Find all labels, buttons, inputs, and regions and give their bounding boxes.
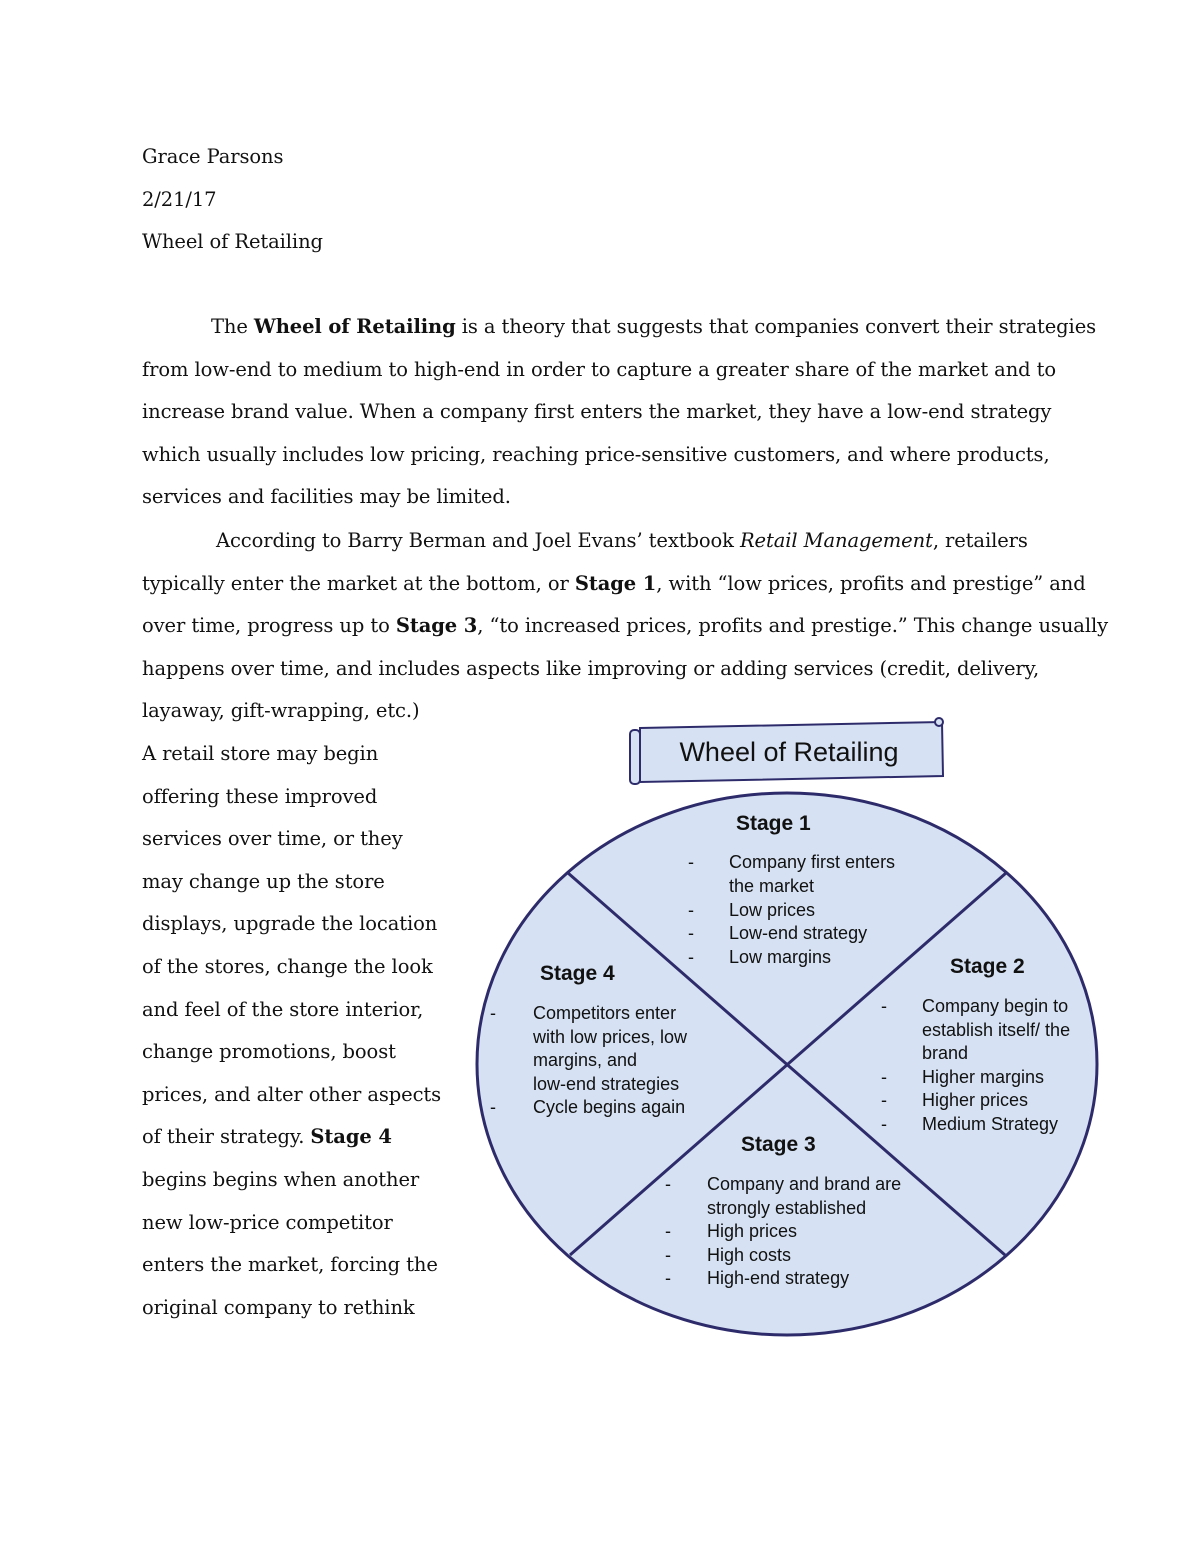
banner-title: Wheel of Retailing xyxy=(679,737,899,767)
stage-2-title: Stage 2 xyxy=(950,955,1025,978)
paragraph-1-line-1: The Wheel of Retailing is a theory that suggests that companies convert their strategies xyxy=(211,315,1097,338)
paragraph-3-line-5: displays, upgrade the location xyxy=(142,912,438,935)
paragraph-3-line-2: offering these improved xyxy=(142,785,378,808)
paragraph-1-line-4: which usually includes low pricing, reaching price-sensitive customers, and where products, xyxy=(142,443,1050,466)
paragraph-3-line-11: begins begins when another xyxy=(142,1168,420,1191)
paragraph-2-line-2: typically enter the market at the bottom, or Stage 1, with “low prices, profits and prestige” and xyxy=(142,572,1086,595)
paragraph-3-line-12: new low-price competitor xyxy=(142,1211,393,1234)
stage-1-item-5: Low margins xyxy=(729,947,832,967)
stage-2-bullet: - xyxy=(881,1067,887,1087)
stage-1-bullet: - xyxy=(688,923,694,943)
document-title: Wheel of Retailing xyxy=(142,230,323,253)
stage-2-item-6: Medium Strategy xyxy=(922,1114,1059,1134)
stage-3-bullet: - xyxy=(665,1245,671,1265)
paragraph-2-line-1: According to Barry Berman and Joel Evans’ textbook Retail Management, retailers xyxy=(216,529,1028,552)
paragraph-3-line-3: services over time, or they xyxy=(142,827,403,850)
stage-3-item-5: High-end strategy xyxy=(707,1268,850,1288)
paragraph-3-line-7: and feel of the store interior, xyxy=(142,998,424,1021)
stage-2-bullet: - xyxy=(881,1114,887,1134)
stage-4-item-1: Competitors enter xyxy=(533,1003,677,1023)
stage-1-bullet: - xyxy=(688,900,694,920)
banner-scroll xyxy=(630,718,943,784)
stage-4-item-3: margins, and xyxy=(533,1050,638,1070)
stage-1-title: Stage 1 xyxy=(736,812,811,835)
stage-2-item-5: Higher prices xyxy=(922,1090,1029,1110)
stage-3-item-4: High costs xyxy=(707,1245,792,1265)
stage-1-bullet: - xyxy=(688,947,694,967)
stage-1-item-3: Low prices xyxy=(729,900,816,920)
stage-3-item-2: strongly established xyxy=(707,1198,867,1218)
paragraph-3-line-4: may change up the store xyxy=(142,870,385,893)
stage-2-bullet: - xyxy=(881,996,887,1016)
paragraph-1-line-2: from low-end to medium to high-end in order to capture a greater share of the market and to xyxy=(142,358,1057,381)
stage-1-item-2: the market xyxy=(729,876,815,896)
paragraph-3-line-8: change promotions, boost xyxy=(142,1040,396,1063)
paragraph-3-line-10: of their strategy. Stage 4 xyxy=(142,1125,392,1148)
stage-4-item-5: Cycle begins again xyxy=(533,1097,686,1117)
paragraph-2-line-5: layaway, gift-wrapping, etc.) xyxy=(142,699,420,722)
stage-3-item-1: Company and brand are xyxy=(707,1174,902,1194)
stage-4-bullet: - xyxy=(490,1003,496,1023)
stage-3-bullet: - xyxy=(665,1174,671,1194)
stage-3-bullet: - xyxy=(665,1221,671,1241)
stage-3-bullet: - xyxy=(665,1268,671,1288)
stage-1-item-1: Company first enters xyxy=(729,852,896,872)
paragraph-3-line-9: prices, and alter other aspects xyxy=(142,1083,442,1106)
author-name: Grace Parsons xyxy=(142,145,284,168)
stage-2-bullet: - xyxy=(881,1090,887,1110)
stage-2-item-3: brand xyxy=(922,1043,969,1063)
stage-2-item-4: Higher margins xyxy=(922,1067,1045,1087)
stage-2-item-1: Company begin to xyxy=(922,996,1069,1016)
paragraph-3-line-6: of the stores, change the look xyxy=(142,955,433,978)
wheel-of-retailing-diagram xyxy=(470,712,1110,1342)
stage-4-bullet: - xyxy=(490,1097,496,1117)
paragraph-3-line-1: A retail store may begin xyxy=(142,742,379,765)
stage-4-item-4: low-end strategies xyxy=(533,1074,680,1094)
stage-3-title: Stage 3 xyxy=(741,1133,816,1156)
paragraph-2-line-4: happens over time, and includes aspects like improving or adding services (credit, delivery, xyxy=(142,657,1040,680)
stage-1-bullet: - xyxy=(688,852,694,872)
stage-2-item-2: establish itself/ the xyxy=(922,1020,1071,1040)
stage-1-item-4: Low-end strategy xyxy=(729,923,868,943)
stage-3-item-3: High prices xyxy=(707,1221,798,1241)
paragraph-2-line-3: over time, progress up to Stage 3, “to increased prices, profits and prestige.” This change usually xyxy=(142,614,1109,637)
stage-4-item-2: with low prices, low xyxy=(533,1027,688,1047)
paragraph-1-line-5: services and facilities may be limited. xyxy=(142,485,511,508)
stage-4-title: Stage 4 xyxy=(540,962,615,985)
paragraph-1-line-3: increase brand value. When a company first enters the market, they have a low-end strategy xyxy=(142,400,1052,423)
document-date: 2/21/17 xyxy=(142,188,217,211)
paragraph-3-line-14: original company to rethink xyxy=(142,1296,415,1319)
paragraph-3-line-13: enters the market, forcing the xyxy=(142,1253,438,1276)
